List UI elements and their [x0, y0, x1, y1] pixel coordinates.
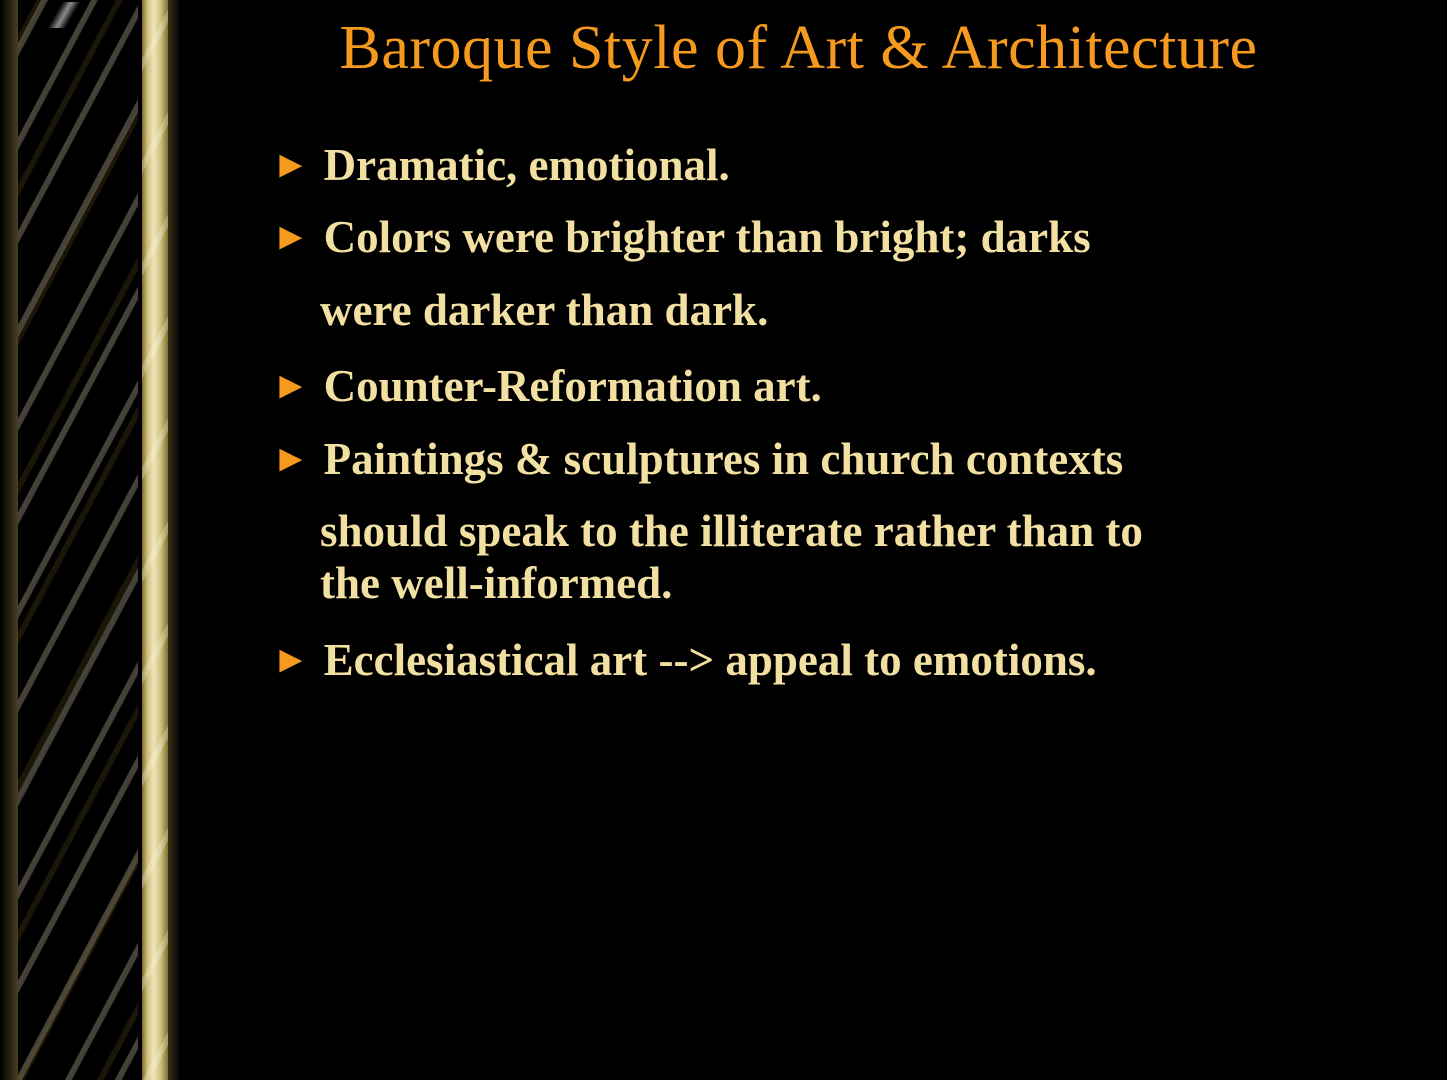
- list-item-text: Ecclesiastical art --> appeal to emotions.: [323, 634, 1097, 685]
- list-item-text: Paintings & sculptures in church contexts: [323, 433, 1124, 484]
- list-item-text: Dramatic, emotional.: [323, 140, 730, 190]
- bullet-arrow-icon: ►: [272, 638, 310, 681]
- list-item-continuation: should speak to the illiterate rather than to: [320, 505, 1143, 556]
- slide-content: [180, 0, 1447, 1080]
- column-dark-edge: [0, 0, 18, 1080]
- column-right-shadow: [168, 0, 180, 1080]
- list-item: [272, 635, 1427, 685]
- bullet-arrow-icon: ►: [272, 437, 310, 480]
- list-item: [272, 140, 1427, 190]
- column-hatch-shadow: [18, 0, 138, 1080]
- list-item: [272, 212, 1427, 262]
- column-glint-icon: [44, 2, 90, 28]
- list-item-text: Colors were brighter than bright; darks: [323, 212, 1091, 263]
- list-item: [272, 434, 1427, 484]
- bullet-arrow-icon: ►: [272, 216, 310, 259]
- pilaster-hatch-highlight: [142, 0, 168, 1080]
- decorative-column-border: [0, 0, 180, 1080]
- list-item-continuation: were darker than dark.: [320, 284, 769, 335]
- list-item: [272, 361, 1427, 411]
- slide-title: Baroque Style of Art & Architecture: [339, 14, 1258, 82]
- list-item-text: Counter-Reformation art.: [323, 361, 822, 412]
- list-item-continuation: the well-informed.: [320, 558, 673, 609]
- bullet-arrow-icon: ►: [272, 144, 310, 186]
- bullet-arrow-icon: ►: [272, 365, 310, 408]
- bullet-list: [272, 140, 1427, 707]
